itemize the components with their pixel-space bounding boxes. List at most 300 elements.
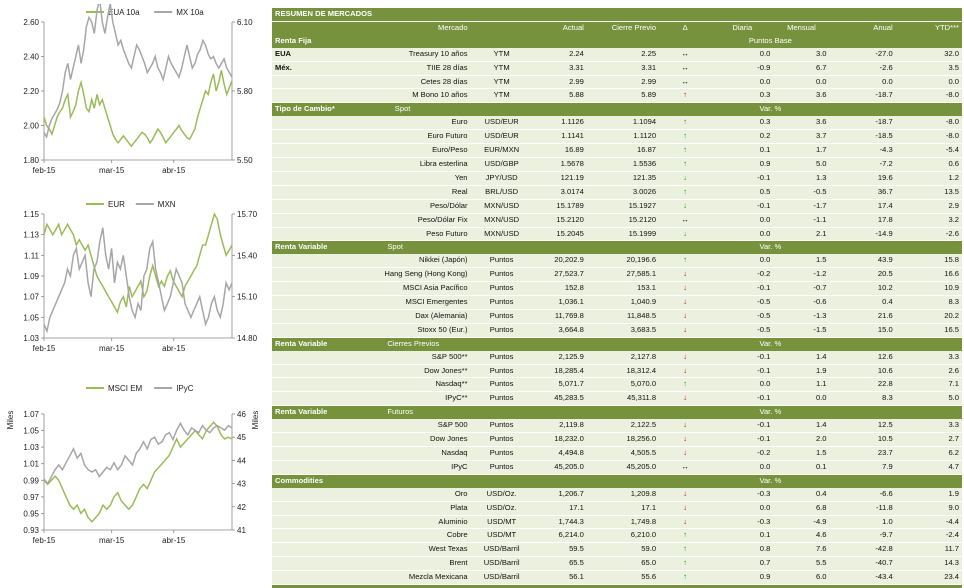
series-line-mx-10a	[44, 4, 232, 137]
row-unit: USD/Oz.	[471, 488, 533, 501]
row-direction-icon: ↑	[659, 254, 711, 267]
x-tick: mar-15	[99, 536, 125, 545]
section-sub: Spot	[394, 104, 411, 114]
row-daily: 0.3	[711, 89, 773, 103]
row-unit: Puntos	[471, 364, 533, 378]
row-monthly: 2.0	[773, 433, 829, 447]
y-right-tick: 46	[237, 410, 246, 419]
table-title: RESUMEN DE MERCADOS	[272, 8, 962, 21]
table-row	[272, 282, 962, 296]
row-annual: 7.9	[830, 460, 896, 474]
row-actual: 20,202.9	[533, 254, 587, 267]
row-prev: 18,312.4	[587, 364, 659, 378]
row-unit: YTM	[471, 48, 533, 61]
row-prev: 6,210.0	[587, 529, 659, 543]
row-annual: 12.6	[830, 351, 896, 364]
row-annual: 10.6	[830, 364, 896, 378]
row-annual: -40.7	[830, 557, 896, 571]
x-tick: feb-15	[32, 166, 56, 175]
row-actual: 2,125.9	[533, 351, 587, 364]
x-tick: mar-15	[99, 166, 125, 175]
table-row	[272, 392, 962, 406]
row-monthly: 0.0	[773, 392, 829, 406]
row-market: Nikkei (Japón)	[312, 254, 470, 267]
row-ytd: -4.4	[896, 515, 962, 529]
table-row	[272, 254, 962, 267]
row-market: Aluminio	[312, 515, 470, 529]
row-unit: EUR/MXN	[471, 144, 533, 158]
table-row	[272, 199, 962, 213]
row-prev: 15.2120	[587, 213, 659, 227]
row-market: Yen	[312, 171, 470, 185]
y-left-tick: 0.99	[23, 476, 39, 486]
y-right-tick: 41	[237, 526, 246, 535]
row-actual: 3.31	[533, 61, 587, 75]
row-actual: 15.1789	[533, 199, 587, 213]
row-daily: 0.0	[711, 460, 773, 474]
row-monthly: 7.6	[773, 543, 829, 557]
row-actual: 1.5678	[533, 157, 587, 171]
row-monthly: 6.8	[773, 501, 829, 515]
row-prev: 2.25	[587, 48, 659, 61]
row-annual: 20.5	[830, 268, 896, 282]
row-ytd: 9.0	[896, 501, 962, 515]
row-prev: 65.0	[587, 557, 659, 571]
table-row	[272, 364, 962, 378]
row-region: EUA	[272, 48, 312, 61]
table-row	[272, 488, 962, 501]
row-monthly: -4.9	[773, 515, 829, 529]
row-unit: Puntos	[471, 433, 533, 447]
row-actual: 5.88	[533, 89, 587, 103]
table-row	[272, 433, 962, 447]
table-row	[272, 61, 962, 75]
row-region	[272, 501, 312, 515]
row-direction-icon: ↑	[659, 185, 711, 199]
row-ytd: -5.4	[896, 144, 962, 158]
table-row	[272, 144, 962, 158]
row-direction-icon: ↑	[659, 557, 711, 571]
row-daily: 0.8	[711, 543, 773, 557]
row-daily: 0.5	[711, 185, 773, 199]
y-right-tick: 5.80	[237, 87, 253, 96]
row-annual: -27.0	[830, 48, 896, 61]
row-daily: 0.0	[711, 75, 773, 89]
row-market: Peso/Dólar	[312, 199, 470, 213]
row-market: Peso/Dólar Fix	[312, 213, 470, 227]
x-tick: feb-15	[32, 536, 56, 545]
row-monthly: 3.6	[773, 89, 829, 103]
col-mensual: Mensual	[773, 21, 829, 34]
table-row	[272, 378, 962, 392]
chart-legend	[86, 8, 204, 17]
y-left-tick: 0.95	[23, 509, 39, 519]
section-unit-label: Var. %	[711, 337, 829, 350]
row-unit: USD/Oz.	[471, 501, 533, 515]
table-row	[272, 557, 962, 571]
row-prev: 121.35	[587, 171, 659, 185]
row-monthly: -1.2	[773, 268, 829, 282]
y-left-tick: 1.07	[23, 410, 39, 419]
row-actual: 17.1	[533, 501, 587, 515]
row-monthly: -1.1	[773, 213, 829, 227]
row-unit: Puntos	[471, 309, 533, 323]
row-direction-icon: ↑	[659, 157, 711, 171]
row-direction-icon: ↑	[659, 543, 711, 557]
row-region	[272, 419, 312, 432]
row-annual: -18.5	[830, 130, 896, 144]
row-actual: 4,494.8	[533, 447, 587, 461]
chart-legend	[86, 384, 194, 393]
row-ytd: 14.3	[896, 557, 962, 571]
row-unit: YTM	[471, 75, 533, 89]
row-daily: 0.9	[711, 571, 773, 585]
section-header	[272, 406, 962, 419]
row-prev: 2.99	[587, 75, 659, 89]
row-prev: 11,848.5	[587, 309, 659, 323]
row-daily: -0.2	[711, 447, 773, 461]
row-market: Libra esterlina	[312, 157, 470, 171]
section-header	[272, 241, 962, 254]
row-ytd: -2.4	[896, 529, 962, 543]
row-direction-icon: ↓	[659, 488, 711, 501]
row-prev: 5.89	[587, 89, 659, 103]
row-unit: MXN/USD	[471, 199, 533, 213]
table-header-row	[272, 21, 962, 34]
row-market: Brent	[312, 557, 470, 571]
row-market: Dow Jones**	[312, 364, 470, 378]
row-daily: -0.1	[711, 351, 773, 364]
row-monthly: 1.4	[773, 419, 829, 432]
series-line-eua-10a	[44, 70, 232, 146]
row-actual: 2,119.8	[533, 419, 587, 432]
x-tick: abr-15	[162, 166, 186, 175]
row-market: Nasdaq	[312, 447, 470, 461]
table-row	[272, 515, 962, 529]
section-name: Renta Variable Spot	[272, 241, 471, 254]
series-line-mxn	[44, 228, 232, 331]
row-unit: Puntos	[471, 419, 533, 432]
row-unit: Puntos	[471, 282, 533, 296]
section-name: Tipo de Cambio* Spot	[272, 103, 471, 116]
row-market: Treasury 10 años	[312, 48, 470, 61]
y-left-tick: 0.97	[23, 492, 39, 502]
row-daily: -0.5	[711, 296, 773, 310]
legend-label: MSCI EM	[108, 384, 143, 393]
row-actual: 59.5	[533, 543, 587, 557]
section-header	[272, 35, 962, 48]
row-daily: -0.1	[711, 364, 773, 378]
row-actual: 5,071.7	[533, 378, 587, 392]
row-monthly: 2.1	[773, 227, 829, 241]
row-prev: 59.0	[587, 543, 659, 557]
row-direction-icon: ↓	[659, 323, 711, 337]
row-unit: Puntos	[471, 323, 533, 337]
row-monthly: -0.7	[773, 282, 829, 296]
row-annual: -14.9	[830, 227, 896, 241]
row-direction-icon: ↓	[659, 364, 711, 378]
row-market: Peso Futuro	[312, 227, 470, 241]
row-direction-icon: ↓	[659, 296, 711, 310]
row-annual: 23.7	[830, 447, 896, 461]
row-unit: USD/MT	[471, 529, 533, 543]
row-monthly: 0.4	[773, 488, 829, 501]
row-daily: 0.1	[711, 529, 773, 543]
row-annual: 12.5	[830, 419, 896, 432]
row-prev: 45,205.0	[587, 460, 659, 474]
row-region	[272, 488, 312, 501]
row-ytd: 3.3	[896, 351, 962, 364]
row-annual: 10.5	[830, 433, 896, 447]
row-direction-icon: ↔	[659, 48, 711, 61]
legend-label: EUR	[108, 200, 125, 209]
y-right-tick: 6.10	[237, 18, 253, 27]
row-market: Euro/Peso	[312, 144, 470, 158]
table-row	[272, 116, 962, 129]
section-unit-label: Var. %	[711, 103, 829, 116]
row-prev: 15.1999	[587, 227, 659, 241]
y-left-tick: 1.80	[23, 156, 39, 165]
chart-equity-svg	[0, 380, 268, 550]
row-direction-icon: ↓	[659, 501, 711, 515]
row-ytd: 6.2	[896, 447, 962, 461]
row-prev: 3.31	[587, 61, 659, 75]
row-region	[272, 157, 312, 171]
y-left-tick: 1.15	[23, 210, 39, 219]
y-left-tick: 1.13	[23, 230, 39, 240]
row-daily: -0.1	[711, 171, 773, 185]
row-ytd: 2.7	[896, 433, 962, 447]
row-annual: -9.7	[830, 529, 896, 543]
row-unit: Puntos	[471, 447, 533, 461]
row-region	[272, 447, 312, 461]
row-daily: 0.0	[711, 501, 773, 515]
row-actual: 45,283.5	[533, 392, 587, 406]
row-direction-icon: ↓	[659, 515, 711, 529]
row-ytd: 16.6	[896, 268, 962, 282]
row-actual: 2.99	[533, 75, 587, 89]
row-daily: 0.9	[711, 157, 773, 171]
row-monthly: 1.1	[773, 378, 829, 392]
row-region	[272, 557, 312, 571]
row-actual: 1.1126	[533, 116, 587, 129]
row-region: Méx.	[272, 61, 312, 75]
legend-label: EUA 10a	[108, 8, 140, 17]
row-unit: USD/EUR	[471, 116, 533, 129]
section-header	[272, 337, 962, 350]
row-region	[272, 213, 312, 227]
row-ytd: 7.1	[896, 378, 962, 392]
row-unit: YTM	[471, 61, 533, 75]
table-row	[272, 419, 962, 432]
row-annual: -6.6	[830, 488, 896, 501]
y-right-tick: 15.70	[237, 210, 258, 219]
y-left-tick: 1.07	[23, 292, 39, 302]
row-prev: 20,196.6	[587, 254, 659, 267]
table-row	[272, 157, 962, 171]
table-row	[272, 185, 962, 199]
row-direction-icon: ↓	[659, 392, 711, 406]
y-left-tick: 1.01	[23, 459, 39, 469]
row-monthly: 1.5	[773, 447, 829, 461]
row-unit: JPY/USD	[471, 171, 533, 185]
section-name: Renta Variable Futuros	[272, 406, 471, 419]
row-direction-icon: ↑	[659, 378, 711, 392]
row-unit: MXN/USD	[471, 213, 533, 227]
table-title-row	[272, 8, 962, 21]
row-annual: 22.8	[830, 378, 896, 392]
row-region	[272, 571, 312, 585]
row-ytd: -8.0	[896, 116, 962, 129]
col-ytd: YTD***	[896, 21, 962, 34]
row-actual: 11,769.8	[533, 309, 587, 323]
y-left-tick: 2.00	[23, 121, 39, 131]
table-row	[272, 213, 962, 227]
row-daily: 0.0	[711, 213, 773, 227]
section-sub: Futuros	[387, 407, 414, 417]
row-daily: 0.0	[711, 378, 773, 392]
row-direction-icon: ↑	[659, 130, 711, 144]
row-market: S&P 500**	[312, 351, 470, 364]
row-market: Dow Jones	[312, 433, 470, 447]
row-daily: -0.1	[711, 392, 773, 406]
legend-label: MXN	[157, 200, 176, 209]
row-region	[272, 199, 312, 213]
row-prev: 1,209.8	[587, 488, 659, 501]
row-annual: -11.8	[830, 501, 896, 515]
row-region	[272, 254, 312, 267]
row-direction-icon: ↓	[659, 351, 711, 364]
y-left-tick: 1.03	[23, 334, 39, 343]
row-ytd: -8.0	[896, 130, 962, 144]
row-direction-icon: ↓	[659, 447, 711, 461]
row-ytd: 8.3	[896, 296, 962, 310]
row-region	[272, 323, 312, 337]
series-line-ipyc	[44, 423, 232, 483]
left-axis-unit: Miles	[6, 410, 15, 430]
row-daily: 0.0	[711, 254, 773, 267]
row-daily: -0.5	[711, 309, 773, 323]
row-daily: -0.3	[711, 488, 773, 501]
row-unit: MXN/USD	[471, 227, 533, 241]
row-market: Oro	[312, 488, 470, 501]
col-diaria: Diaria	[711, 21, 773, 34]
y-left-tick: 1.05	[23, 426, 39, 436]
row-annual: -43.4	[830, 571, 896, 585]
row-direction-icon: ↓	[659, 268, 711, 282]
section-name: Renta Fija	[272, 35, 471, 48]
row-unit: USD/Barril	[471, 543, 533, 557]
row-unit: USD/EUR	[471, 130, 533, 144]
table-row	[272, 447, 962, 461]
section-header	[272, 103, 962, 116]
row-monthly: -0.6	[773, 296, 829, 310]
row-actual: 1,206.7	[533, 488, 587, 501]
row-ytd: 5.0	[896, 392, 962, 406]
row-region	[272, 130, 312, 144]
row-region	[272, 515, 312, 529]
row-daily: -0.3	[711, 515, 773, 529]
row-monthly: 1.9	[773, 364, 829, 378]
row-region	[272, 89, 312, 103]
chart-equity	[0, 380, 268, 550]
row-ytd: 2.9	[896, 199, 962, 213]
section-unit-label: Puntos Base	[711, 35, 829, 48]
row-actual: 18,232.0	[533, 433, 587, 447]
row-actual: 6,214.0	[533, 529, 587, 543]
row-region	[272, 144, 312, 158]
row-monthly: 0.1	[773, 460, 829, 474]
row-annual: 1.0	[830, 515, 896, 529]
row-region	[272, 268, 312, 282]
row-actual: 1.1141	[533, 130, 587, 144]
row-annual: 19.6	[830, 171, 896, 185]
row-ytd: 20.2	[896, 309, 962, 323]
row-actual: 15.2120	[533, 213, 587, 227]
row-region	[272, 392, 312, 406]
row-daily: -0.1	[711, 282, 773, 296]
row-ytd: 0.6	[896, 157, 962, 171]
row-region	[272, 282, 312, 296]
row-actual: 1,744.3	[533, 515, 587, 529]
section-header	[272, 474, 962, 487]
row-actual: 27,523.7	[533, 268, 587, 282]
row-unit: Puntos	[471, 351, 533, 364]
row-monthly: 3.0	[773, 48, 829, 61]
row-direction-icon: ↑	[659, 144, 711, 158]
table-row	[272, 571, 962, 585]
y-left-tick: 1.11	[24, 251, 39, 261]
row-annual: -42.8	[830, 543, 896, 557]
row-actual: 16.89	[533, 144, 587, 158]
row-annual: 17.8	[830, 213, 896, 227]
row-region	[272, 364, 312, 378]
row-market: Dax (Alemania)	[312, 309, 470, 323]
row-prev: 3,683.5	[587, 323, 659, 337]
table-row	[272, 89, 962, 103]
row-market: Euro	[312, 116, 470, 129]
row-annual: -4.3	[830, 144, 896, 158]
col-anual: Anual	[830, 21, 896, 34]
row-direction-icon: ↑	[659, 89, 711, 103]
row-prev: 16.87	[587, 144, 659, 158]
row-region	[272, 529, 312, 543]
row-annual: 10.2	[830, 282, 896, 296]
row-annual: -18.7	[830, 89, 896, 103]
row-region	[272, 171, 312, 185]
row-monthly: 5.5	[773, 557, 829, 571]
row-unit: Puntos	[471, 268, 533, 282]
row-actual: 152.8	[533, 282, 587, 296]
row-unit: BRL/USD	[471, 185, 533, 199]
row-market: Mezcla Mexicana	[312, 571, 470, 585]
table-row	[272, 460, 962, 474]
section-sub	[311, 36, 371, 45]
row-actual: 3.0174	[533, 185, 587, 199]
row-market: Plata	[312, 501, 470, 515]
legend-label: IPyC	[176, 384, 194, 393]
chart-bond-yields	[0, 4, 268, 180]
table-row	[272, 501, 962, 515]
x-tick: abr-15	[162, 536, 186, 545]
y-left-tick: 1.09	[23, 272, 39, 281]
section-name: Commodities	[272, 474, 471, 487]
row-unit: YTM	[471, 89, 533, 103]
y-left-tick: 2.20	[23, 87, 39, 96]
row-market: Stoxx 50 (Eur.)	[312, 323, 470, 337]
chart-fx-svg	[0, 196, 268, 356]
row-direction-icon: ↓	[659, 227, 711, 241]
